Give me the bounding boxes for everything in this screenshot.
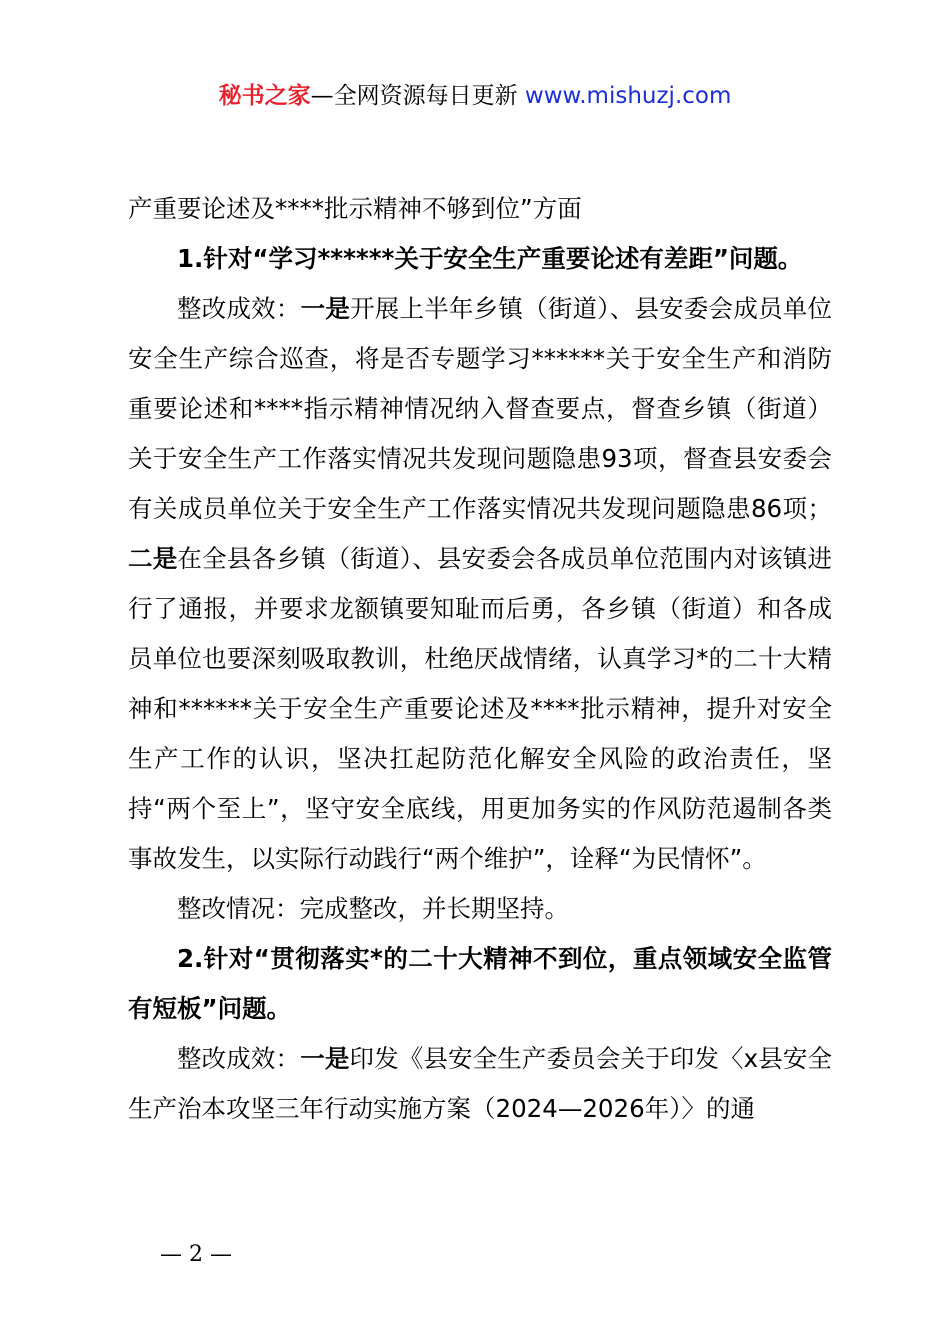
effect-text-1: 开展上半年乡镇（街道）、县安委会成员单位安全生产综合巡查，将是否专题学习******关于安全生产和消防重要论述和****指示精神情况纳入督查要点，督查乡镇（街道）关于安全生产工作落实情况共发现问题隐患93项，督查县安委会有关成员单位关于安全生产工作落实情况共发现问题隐患86项； — [128, 294, 833, 523]
effect-text-3: 印发《县安全生产委员会关于印发〈x县安全生产治本攻坚三年行动实施方案（2024—2026年）〉的通 — [128, 1044, 833, 1123]
paragraph-rectification-effect-1 — [128, 284, 832, 884]
site-url[interactable]: www.mishuzj.com — [517, 83, 732, 109]
paragraph-rectification-effect-2 — [128, 1034, 832, 1134]
emphasis-first-2: 一是 — [300, 1044, 350, 1073]
label-effect-2: 整改成效： — [177, 1044, 301, 1073]
effect-text-2: 在全县各乡镇（街道）、县安委会各成员单位范围内对该镇进行了通报，并要求龙额镇要知耻而后勇，各乡镇（街道）和各成员单位也要深刻吸取教训，杜绝厌战情绪，认真学习*的二十大精神和******关于安全生产重要论述及****批示精神，提升对安全生产工作的认识，坚决扛起防范化解安全风险的政治责任，坚持“两个至上”，坚守安全底线，用更加务实的作风防范遏制各类事故发生，以实际行动践行“两个维护”，诠释“为民情怀”。 — [128, 544, 833, 873]
section-heading-2: 2.针对“贯彻落实*的二十大精神不到位，重点领域安全监管有短板”问题。 — [128, 944, 832, 1023]
paragraph-continuation: 产重要论述及****批示精神不够到位”方面 — [128, 194, 582, 223]
section-heading-1: 1.针对“学习******关于安全生产重要论述有差距”问题。 — [177, 244, 803, 273]
paragraph-rectification-status: 整改情况：完成整改，并长期坚持。 — [177, 894, 569, 923]
page-number: — 2 — — [160, 1242, 232, 1267]
document-body — [128, 184, 832, 1134]
label-effect: 整改成效： — [177, 294, 301, 323]
site-tagline: —全网资源每日更新 — [310, 83, 518, 109]
site-header — [0, 78, 950, 114]
emphasis-first: 一是 — [300, 294, 351, 323]
site-brand: 秘书之家 — [218, 83, 311, 109]
emphasis-second: 二是 — [128, 544, 178, 573]
